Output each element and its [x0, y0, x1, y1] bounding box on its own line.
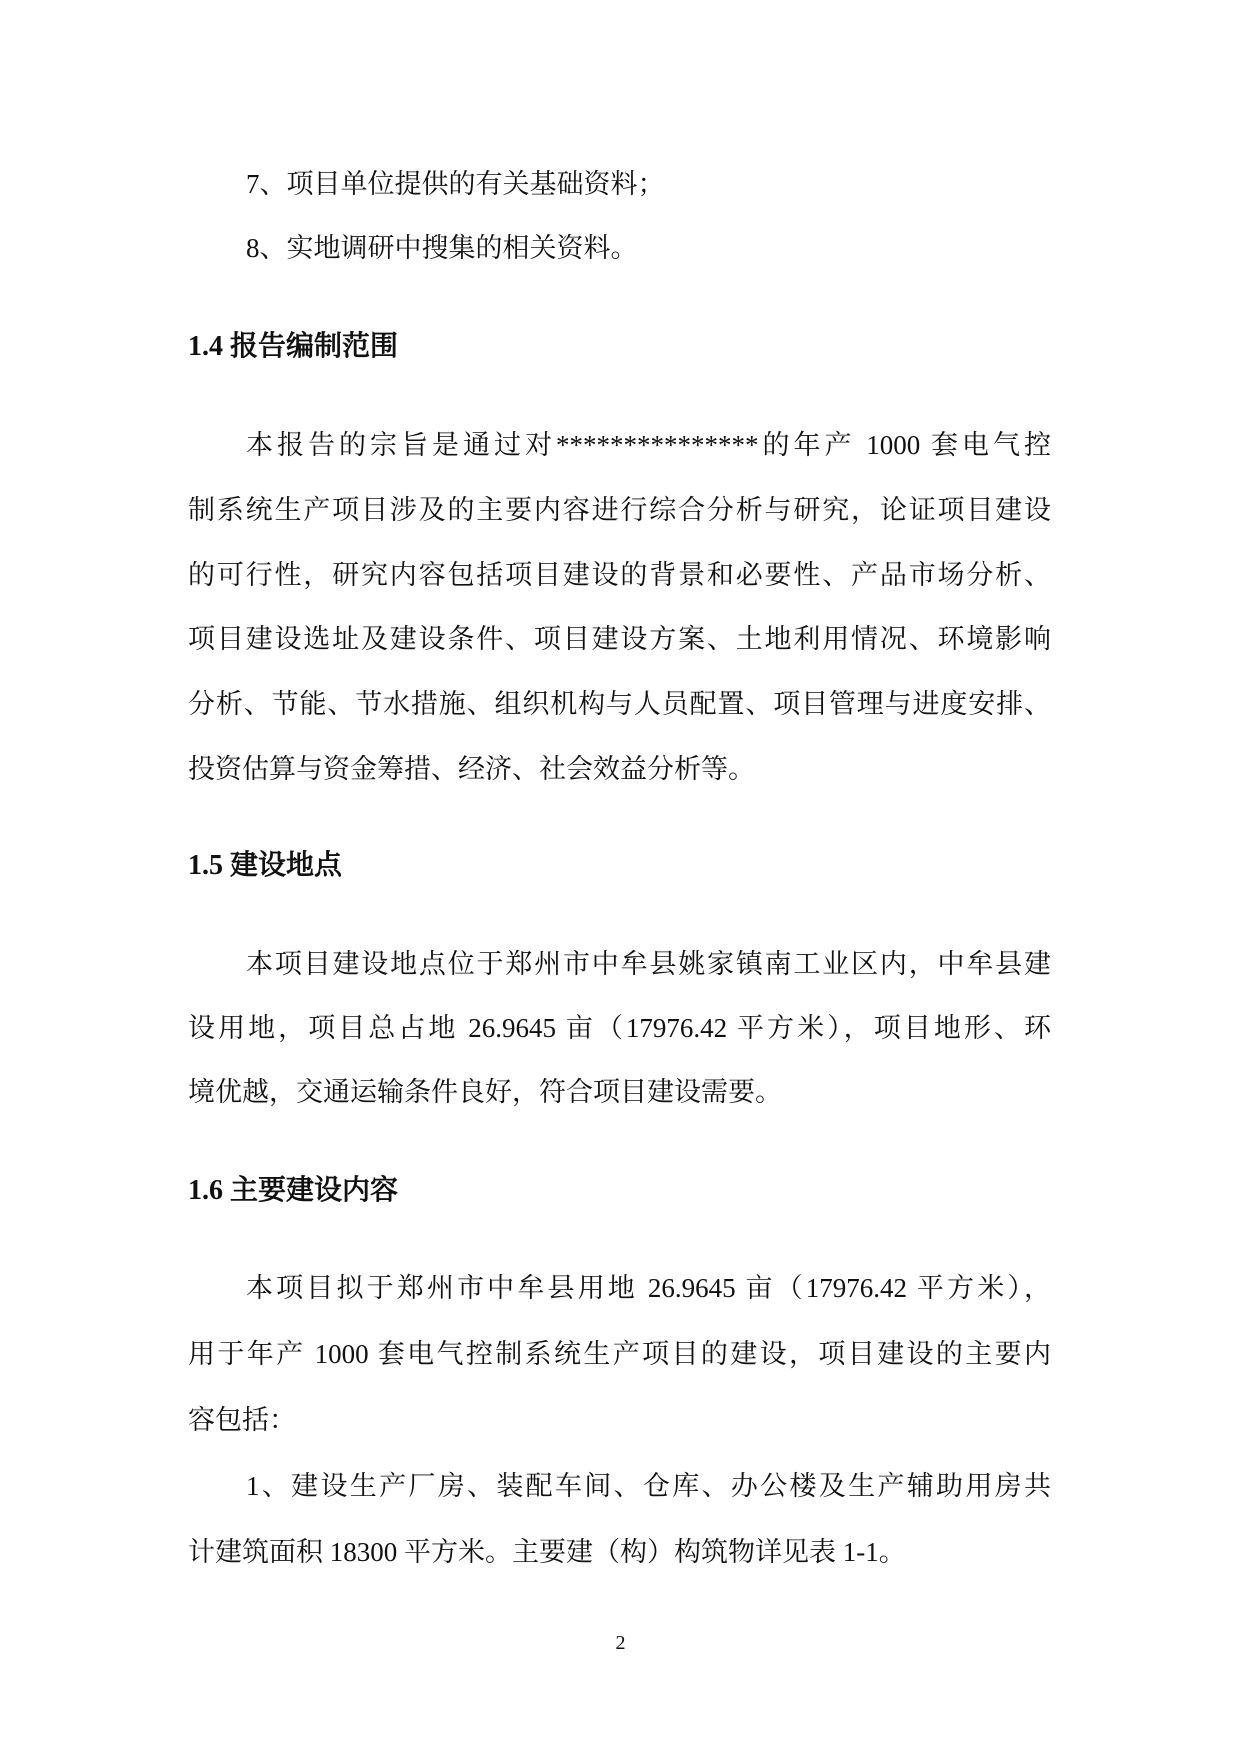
paragraph-line: 的可行性，研究内容包括项目建设的背景和必要性、产品市场分析、 [188, 559, 1051, 590]
paragraph-line: 分析、节能、节水措施、组织机构与人员配置、项目管理与进度安排、 [188, 689, 1051, 720]
list-item-line: 计建筑面积 18300 平方米。主要建（构）构筑物详见表 1-1。 [188, 1537, 906, 1567]
paragraph-construction-content [188, 1255, 1051, 1585]
paragraph-line: 本项目拟于郑州市中牟县用地 26.9645 亩（17976.42 平方米）， [246, 1273, 1051, 1303]
section-heading-1-4: 1.4 报告编制范围 [188, 331, 399, 362]
paragraph-line: 项目建设选址及建设条件、项目建设方案、土地利用情况、环境影响 [188, 624, 1051, 655]
paragraph-line: 制系统生产项目涉及的主要内容进行综合分析与研究，论证项目建设 [188, 494, 1051, 525]
paragraph-report-scope [188, 413, 1051, 802]
paragraph-line: 本报告的宗旨是通过对***************的年产 1000 套电气控 [246, 430, 1051, 460]
paragraph-line: 投资估算与资金筹措、经济、社会效益分析等。 [188, 753, 755, 784]
list-item-line: 1、建设生产厂房、装配车间、仓库、办公楼及生产辅助用房共 [246, 1471, 1051, 1501]
list-item: 8、实地调研中搜集的相关资料。 [246, 233, 638, 263]
section-heading-1-6: 1.6 主要建设内容 [188, 1175, 399, 1206]
paragraph-line: 设用地，项目总占地 26.9645 亩（17976.42 平方米），项目地形、环 [188, 1013, 1051, 1043]
paragraph-line: 容包括： [188, 1405, 296, 1435]
paragraph-line: 境优越，交通运输条件良好，符合项目建设需要。 [188, 1077, 782, 1107]
list-item: 7、项目单位提供的有关基础资料； [246, 169, 665, 199]
page-number: 2 [615, 1632, 626, 1654]
paragraph-line: 本项目建设地点位于郑州市中牟县姚家镇南工业区内，中牟县建 [246, 949, 1051, 979]
paragraph-site-location [188, 932, 1051, 1124]
reference-list [188, 152, 1051, 280]
paragraph-line: 用于年产 1000 套电气控制系统生产项目的建设，项目建设的主要内 [188, 1339, 1051, 1369]
section-heading-1-5: 1.5 建设地点 [188, 850, 343, 881]
